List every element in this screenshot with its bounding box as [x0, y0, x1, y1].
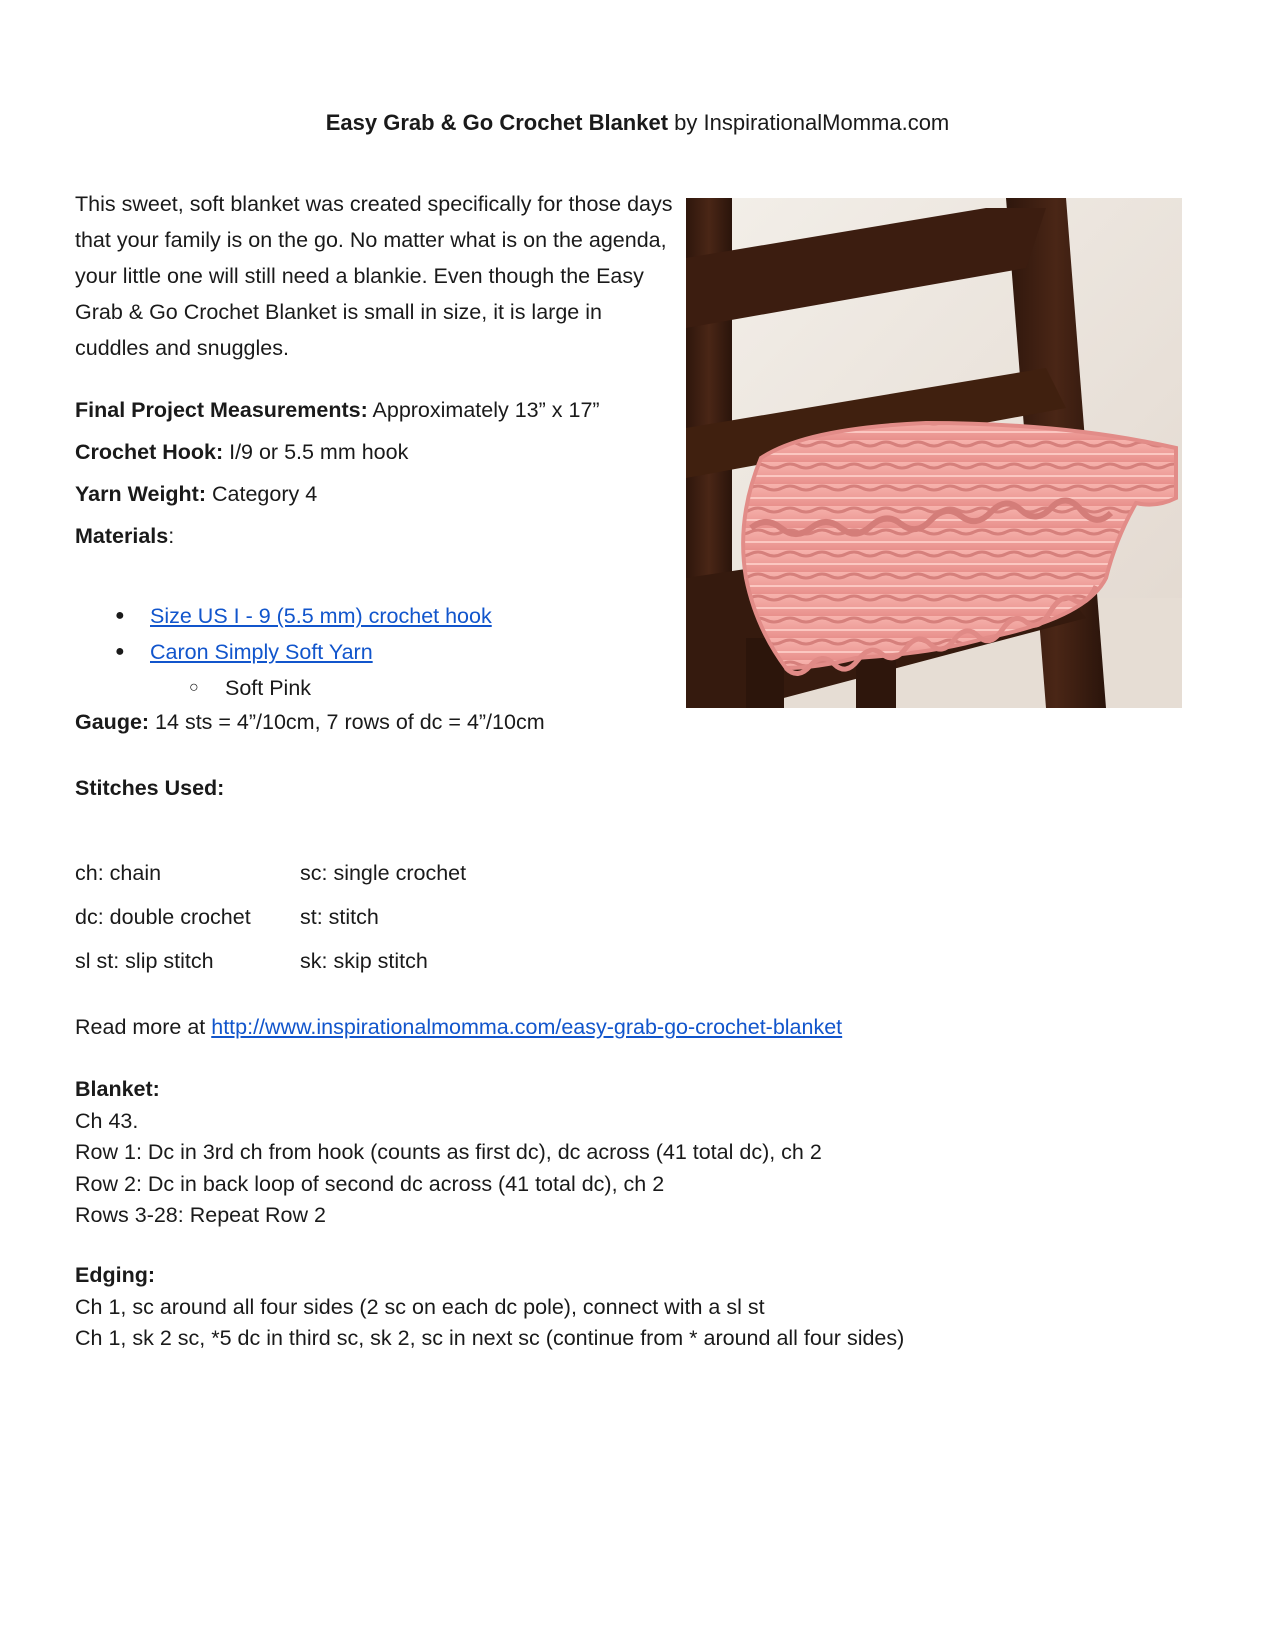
stitches-heading-text: Stitches Used: — [75, 776, 225, 800]
edging-heading: Edging: — [75, 1263, 156, 1287]
measurements-value: Approximately 13” x 17” — [367, 398, 600, 422]
stitches-heading — [75, 776, 224, 801]
list-item — [75, 634, 492, 670]
intro-paragraph: This sweet, soft blanket was created specifically for those days that your family is on the go. No matter what is on the agenda, your little one will still need a blankie. Even though the Easy Grab & Go Crochet Blanket is small in size, it is large in cuddles and snuggles. — [75, 192, 673, 360]
blanket-line: Row 1: Dc in 3rd ch from hook (counts as first dc), dc across (41 total dc), ch 2 — [75, 1140, 822, 1164]
read-more-prefix: Read more at — [75, 1015, 212, 1039]
hook-line — [75, 440, 408, 465]
stitch-cell: ch: chain — [75, 861, 162, 885]
materials-list — [75, 598, 492, 706]
stitch-cell: st: stitch — [300, 905, 379, 929]
materials-line — [75, 524, 174, 549]
yarn-product-link[interactable]: Caron Simply Soft Yarn — [150, 640, 373, 664]
bullet-icon: ● — [115, 607, 125, 624]
stitch-cell: sc: single crochet — [300, 861, 467, 885]
sub-bullet-icon: ○ — [189, 679, 199, 696]
list-item — [75, 670, 492, 706]
edging-line: Ch 1, sk 2 sc, *5 dc in third sc, sk 2, sc in next sc (continue from * around all four sides) — [75, 1326, 905, 1350]
edging-line: Ch 1, sc around all four sides (2 sc on each dc pole), connect with a sl st — [75, 1294, 765, 1319]
materials-label: Materials — [75, 524, 169, 548]
gauge-line — [75, 710, 545, 735]
edging-section — [75, 1260, 904, 1355]
blanket-photo — [686, 198, 1182, 708]
yarn-line — [75, 482, 317, 507]
hook-value: I/9 or 5.5 mm hook — [223, 440, 409, 464]
stitch-cell: sk: skip stitch — [300, 949, 428, 973]
blanket-line: Rows 3-28: Repeat Row 2 — [75, 1203, 326, 1227]
yarn-value: Category 4 — [206, 482, 318, 506]
hook-label: Crochet Hook: — [75, 440, 224, 464]
page-title — [0, 110, 1275, 136]
yarn-label: Yarn Weight: — [75, 482, 207, 506]
blanket-section — [75, 1074, 822, 1232]
gauge-value: 14 sts = 4”/10cm, 7 rows of dc = 4”/10cm — [149, 710, 545, 734]
bullet-icon: ● — [115, 643, 125, 660]
blanket-line: Ch 43. — [75, 1108, 139, 1133]
measurements-line — [75, 398, 600, 423]
measurements-label: Final Project Measurements: — [75, 398, 368, 422]
read-more-line — [75, 1015, 842, 1040]
stitch-cell: sl st: slip stitch — [75, 949, 214, 973]
title-rest: by InspirationalMomma.com — [668, 110, 950, 135]
list-item — [75, 598, 492, 634]
stitch-cell: dc: double crochet — [75, 905, 251, 929]
title-bold: Easy Grab & Go Crochet Blanket — [325, 110, 669, 135]
blanket-line: Row 2: Dc in back loop of second dc across (41 total dc), ch 2 — [75, 1171, 665, 1196]
read-more-link[interactable]: http://www.inspirationalmomma.com/easy-grab-go-crochet-blanket — [211, 1015, 843, 1039]
materials-colon: : — [168, 524, 175, 548]
hook-product-link[interactable]: Size US I - 9 (5.5 mm) crochet hook — [150, 604, 492, 628]
yarn-color: Soft Pink — [225, 676, 312, 700]
gauge-label: Gauge: — [75, 710, 150, 734]
blanket-heading: Blanket: — [75, 1077, 160, 1101]
